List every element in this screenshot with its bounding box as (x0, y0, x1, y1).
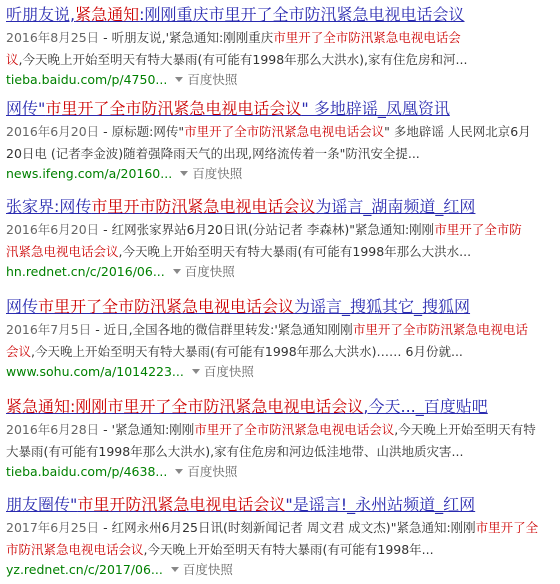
result-snippet-line: 议,今天晚上开始至明天有特大暴雨(有可能有1998年那么大洪水),家有住危房和河... (6, 52, 468, 67)
result-meta (6, 462, 554, 482)
result-url[interactable]: tieba.baidu.com/p/4750... (6, 72, 168, 87)
result-snippet-line: 汛紧急电视电话会议,今天晚上开始至明天有特大暴雨(有可能有1998年那么大洪水... (6, 244, 472, 259)
result-meta (6, 262, 554, 282)
result-title-link[interactable]: 听朋友说,紧急通知:刚刚重庆市里开了全市防汛紧急电视电话会议 (6, 5, 465, 24)
result-title-link[interactable]: 紧急通知:刚刚市里开了全市防汛紧急电视电话会议,今天..._百度贴吧 (6, 397, 488, 416)
result-url[interactable]: yz.rednet.cn/c/2017/06... (6, 562, 163, 577)
search-result (6, 98, 554, 184)
cache-link[interactable]: 百度快照 (182, 562, 233, 577)
cache-link[interactable]: 百度快照 (187, 464, 238, 479)
chevron-down-icon[interactable] (180, 171, 188, 176)
chevron-down-icon[interactable] (175, 469, 183, 474)
chevron-down-icon[interactable] (171, 567, 179, 572)
result-meta (6, 164, 554, 184)
chevron-down-icon[interactable] (192, 369, 200, 374)
result-url[interactable]: www.sohu.com/a/1014223... (6, 364, 184, 379)
result-snippet-line: 大暴雨(有可能有1998年那么大洪水),家有住危房和河边低洼地带、山洪地质灾害... (6, 444, 464, 459)
result-date: 2017年6月25日 (6, 520, 100, 535)
result-date: 2016年6月20日 (6, 222, 100, 237)
result-meta (6, 362, 554, 382)
result-snippet-line: 2016年6月20日 - 红网张家界站6月20日讯(分站记者 李森林)"紧急通知:刚刚市里开了全市防 (6, 222, 522, 237)
result-url[interactable]: news.ifeng.com/a/20160... (6, 166, 173, 181)
result-snippet-line: 2016年6月20日 - 原标题:网传"市里开了全市防汛紧急电视电话会议" 多地辟谣 人民网北京6月 (6, 124, 531, 139)
result-snippet-line: 20日电 (记者李金波)随着强降雨天气的出现,网络流传着一条"防汛安全提... (6, 146, 420, 161)
chevron-down-icon[interactable] (175, 77, 183, 82)
result-snippet-line: 2016年8月25日 - 听朋友说,'紧急通知:刚刚重庆市里开了全市防汛紧急电视电话会 (6, 30, 461, 45)
result-title-link[interactable]: 朋友圈传"市里开防汛紧急电视电话会议"是谣言!_永州站频道_红网 (6, 495, 476, 514)
result-date: 2016年7月5日 (6, 322, 92, 337)
result-meta (6, 70, 554, 90)
result-snippet-line: 2016年7月5日 - 近日,全国各地的微信群里转发:'紧急通知刚刚市里开了全市防汛紧急电视电话 (6, 322, 528, 337)
result-snippet-line: 会议,今天晚上开始至明天有特大暴雨(有可能有1998年那么大洪水)…… 6月份就... (6, 344, 463, 359)
result-title-link[interactable]: 网传"市里开了全市防汛紧急电视电话会议" 多地辟谣_凤凰资讯 (6, 99, 450, 118)
chevron-down-icon[interactable] (173, 269, 181, 274)
result-date: 2016年6月28日 (6, 422, 100, 437)
cache-link[interactable]: 百度快照 (192, 166, 243, 181)
search-result (6, 296, 554, 382)
result-title-link[interactable]: 张家界:网传市里开市防汛紧急电视电话会议为谣言_湖南频道_红网 (6, 197, 476, 216)
result-meta (6, 560, 554, 580)
result-snippet-line: 2017年6月25日 - 红网永州6月25日讯(时刻新闻记者 周文君 成文杰)"紧急通知:刚刚市里开了全 (6, 520, 539, 535)
search-result (6, 4, 554, 90)
result-snippet-line: 市防汛紧急电视电话会议,今天晚上开始至明天有特大暴雨(有可能有1998年... (6, 542, 434, 557)
result-date: 2016年8月25日 (6, 30, 100, 45)
result-title-link[interactable]: 网传市里开了全市防汛紧急电视电话会议为谣言_搜狐其它_搜狐网 (6, 297, 471, 316)
result-url[interactable]: hn.rednet.cn/c/2016/06... (6, 264, 165, 279)
cache-link[interactable]: 百度快照 (184, 264, 235, 279)
result-url[interactable]: tieba.baidu.com/p/4638... (6, 464, 168, 479)
result-snippet-line: 2016年6月28日 - '紧急通知:刚刚市里开了全市防汛紧急电视电话会议,今天晚上开始至明天有特 (6, 422, 536, 437)
cache-link[interactable]: 百度快照 (187, 72, 238, 87)
result-date: 2016年6月20日 (6, 124, 100, 139)
search-result (6, 494, 554, 580)
search-result (6, 396, 554, 482)
cache-link[interactable]: 百度快照 (203, 364, 254, 379)
search-result (6, 196, 554, 282)
